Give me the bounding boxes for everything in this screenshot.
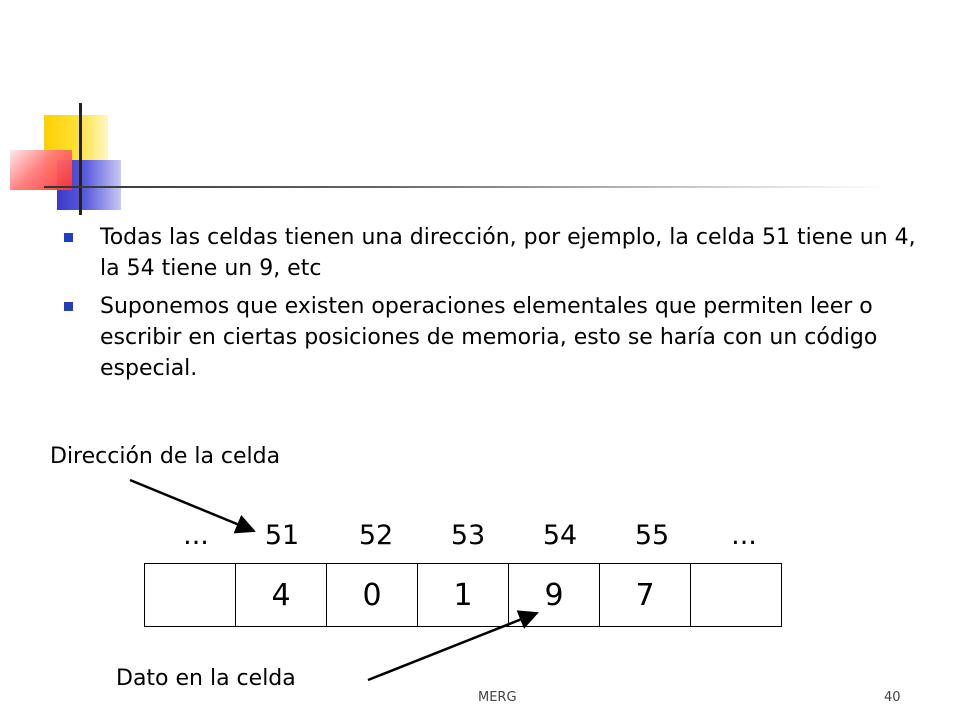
bullet-text: Suponemos que existen operaciones elementales que permiten leer o escribir en ciertas posiciones de memoria, esto se haría con un código especial.	[100, 294, 878, 381]
memory-cell: 0	[327, 564, 418, 627]
data-arrow	[368, 613, 537, 680]
memory-cell: 1	[418, 564, 509, 627]
address-label: Dirección de la celda	[50, 444, 281, 469]
memory-cell: 7	[600, 564, 691, 627]
address-item: ...	[183, 520, 209, 551]
address-item: 55	[634, 520, 670, 551]
memory-cell: 4	[236, 564, 327, 627]
bullet-text: Todas las celdas tienen una dirección, por ejemplo, la celda 51 tiene un 4, la 54 tiene un 9, etc	[100, 225, 916, 281]
address-item: 52	[358, 520, 394, 551]
address-item: 54	[542, 520, 578, 551]
data-label: Dato en la celda	[116, 666, 296, 691]
address-item: 53	[450, 520, 486, 551]
memory-cell: 9	[509, 564, 600, 627]
footer-author: MERG	[478, 690, 517, 705]
address-item: 51	[264, 520, 300, 551]
address-item: ...	[731, 520, 757, 551]
page-number: 40	[884, 690, 901, 705]
address-arrow	[130, 480, 254, 531]
